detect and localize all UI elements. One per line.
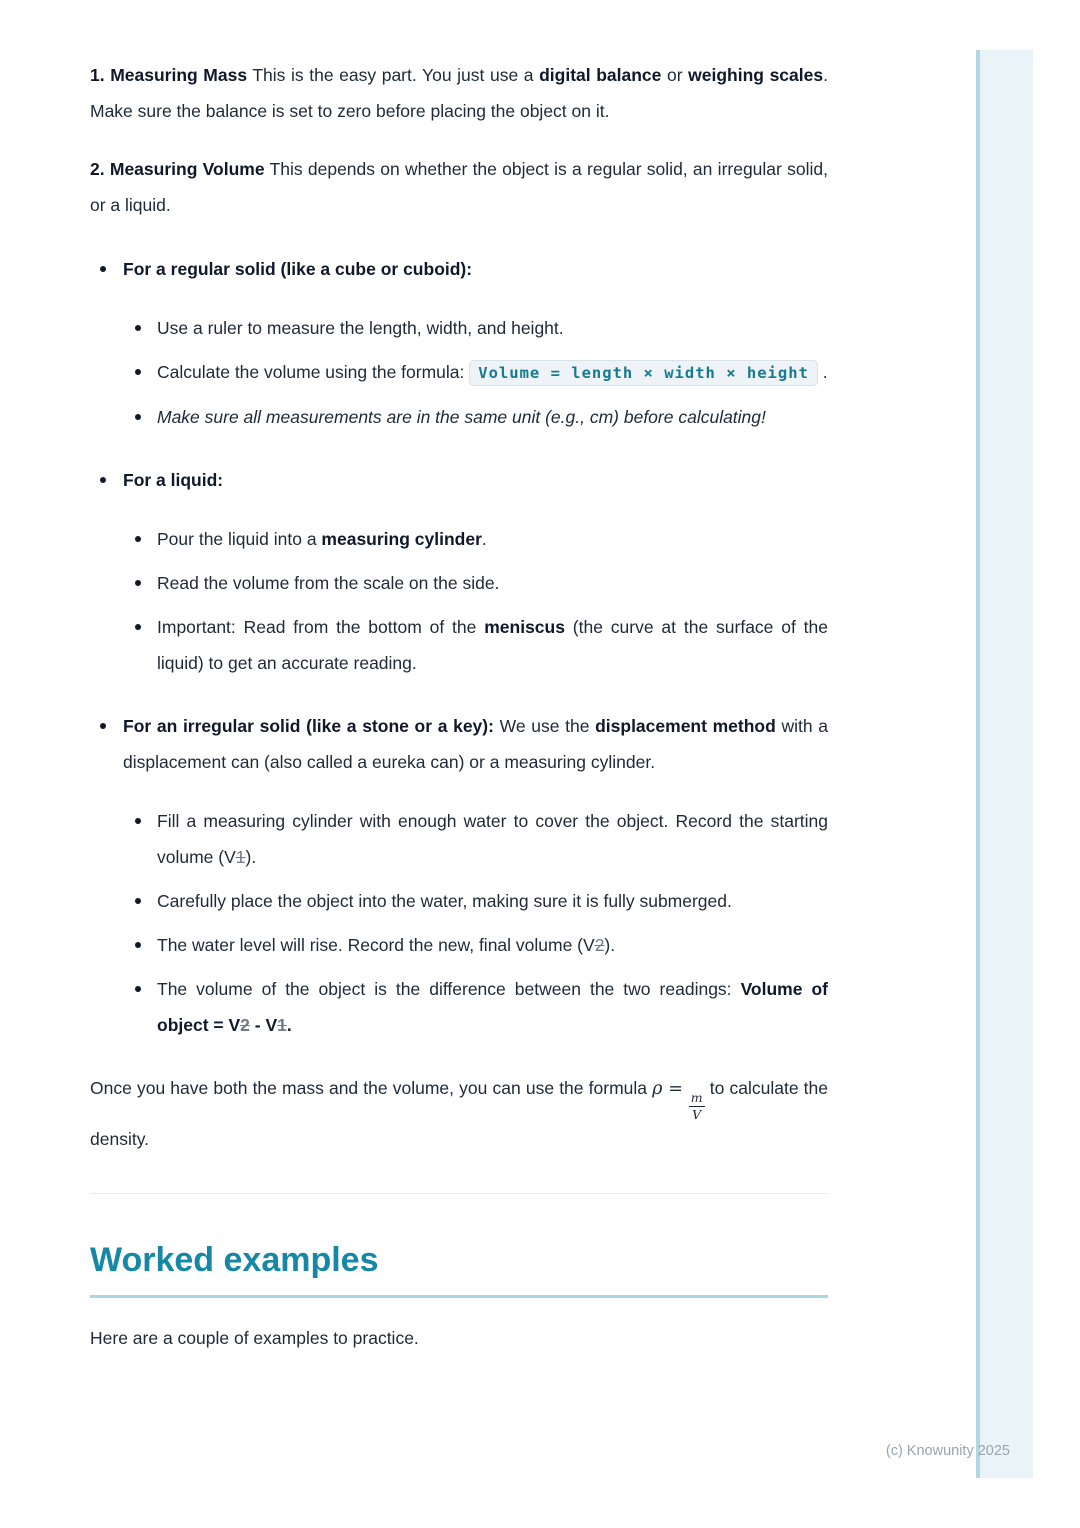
- sub-list-item: Fill a measuring cylinder with enough water to cover the object. Record the starting volume (V1).: [123, 803, 828, 875]
- sub-list-item: Make sure all measurements are in the same unit (e.g., cm) before calculating!: [123, 399, 828, 435]
- sub-list-item: The volume of the object is the difference between the two readings: Volume of object = V2 - V1.: [123, 971, 828, 1043]
- sub-list: [123, 310, 828, 435]
- list-item: [90, 708, 828, 1043]
- section-divider: [90, 1193, 828, 1194]
- section-heading-worked-examples: Worked examples: [90, 1240, 828, 1298]
- paragraph-measuring-volume: 2. Measuring Volume This depends on whether the object is a regular solid, an irregular solid, or a liquid.: [90, 159, 828, 215]
- sub-list-item: The water level will rise. Record the new, final volume (V2).: [123, 927, 828, 963]
- copyright-footer: (c) Knowunity 2025: [885, 1443, 1010, 1459]
- fraction-mass-over-volume: $\frac{m}{V}$: [690, 1090, 703, 1122]
- sub-list-item: Important: Read from the bottom of the meniscus (the curve at the surface of the liquid) to get an accurate reading.: [123, 609, 828, 681]
- paragraph-density-formula: Once you have both the mass and the volume, you can use the formula ρ = $\frac{m}{V}$ to calculate the density.: [90, 1078, 829, 1149]
- paragraph-measuring-mass: 1. Measuring Mass This is the easy part. You just use a digital balance or weighing scales. Make sure the balance is set to zero before placing the object on it.: [90, 65, 828, 121]
- document-content: [90, 57, 828, 1356]
- list-item-text: For a liquid:: [123, 470, 224, 490]
- paragraph-examples-intro: Here are a couple of examples to practice.: [90, 1328, 419, 1348]
- list-item-text: For an irregular solid (like a stone or a key): We use the displacement method with a displacement can (also called a eureka can) or a measuring cylinder.: [123, 716, 828, 772]
- sub-list-item: Use a ruler to measure the length, width, and height.: [123, 310, 828, 346]
- list-item: [90, 462, 828, 681]
- sub-list: [123, 521, 828, 681]
- sub-list-item: Carefully place the object into the water, making sure it is fully submerged.: [123, 883, 828, 919]
- measurement-methods-list: [90, 251, 828, 1043]
- sub-list-item: Calculate the volume using the formula: Volume = length × width × height .: [123, 354, 828, 391]
- list-item: [90, 251, 828, 435]
- scrollbar-track[interactable]: [976, 50, 1033, 1478]
- sub-list-item: Pour the liquid into a measuring cylinder.: [123, 521, 828, 557]
- inline-code-formula: Volume = length × width × height: [469, 360, 818, 386]
- list-item-text: For a regular solid (like a cube or cuboid):: [123, 259, 473, 279]
- sub-list-item: Read the volume from the scale on the side.: [123, 565, 828, 601]
- sub-list: [123, 803, 828, 1043]
